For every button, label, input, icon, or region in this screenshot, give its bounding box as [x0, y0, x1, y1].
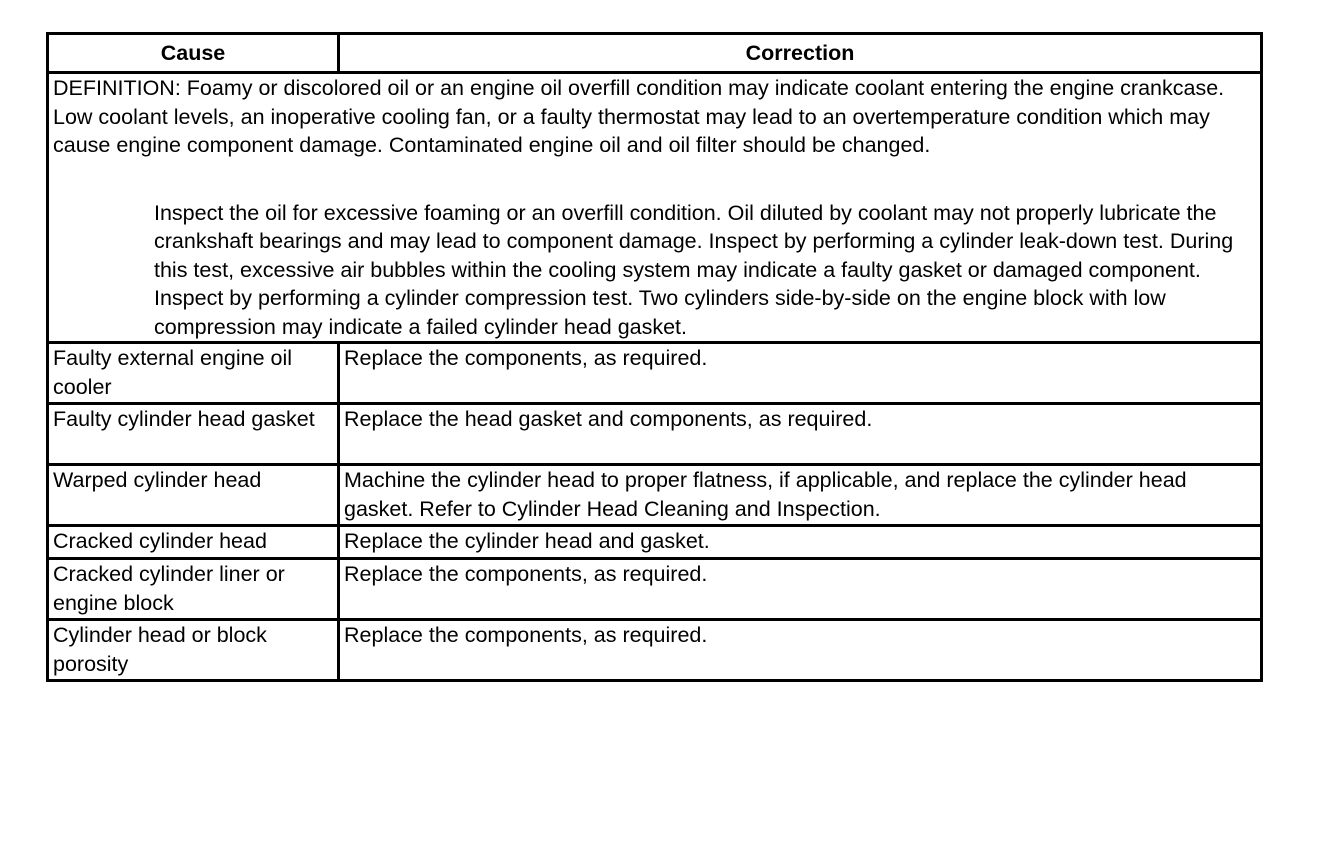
- inspection-step: Inspect the oil for excessive foaming or an overfill condition. Oil diluted by coolant may not properly lubricate the crankshaft bearings and may lead to component damage. Inspect by performing a cylinder leak-down test. During this test, excessive air bubbles within the cooling system may indicate a faulty gasket or damaged component.: [154, 200, 1234, 282]
- cause-column-header: Cause: [48, 34, 339, 73]
- correction-cell: Replace the components, as required.: [339, 620, 1262, 681]
- correction-column-header: Correction: [339, 34, 1262, 73]
- table-row: [48, 526, 1262, 559]
- header-row: [48, 34, 1262, 73]
- correction-cell: Replace the components, as required.: [339, 559, 1262, 620]
- cause-cell: Cylinder head or block porosity: [48, 620, 339, 681]
- definition-spacer: [53, 160, 1256, 199]
- table-row: [48, 404, 1262, 465]
- inspection-steps: [154, 199, 1256, 342]
- table-row: [48, 620, 1262, 681]
- cause-cell: Faulty external engine oil cooler: [48, 343, 339, 404]
- definition-row: [48, 73, 1262, 343]
- cause-cell: Cracked cylinder liner or engine block: [48, 559, 339, 620]
- correction-cell: Replace the head gasket and components, as required.: [339, 404, 1262, 465]
- table-row: [48, 465, 1262, 526]
- cause-cell: Cracked cylinder head: [48, 526, 339, 559]
- correction-cell: Replace the components, as required.: [339, 343, 1262, 404]
- definition-text: DEFINITION: Foamy or discolored oil or an engine oil overfill condition may indicate coolant entering the engine crankcase. Low coolant levels, an inoperative cooling fan, or a faulty thermostat may lead to an overtemperature condition which may cause engine component damage. Contaminated engine oil and oil filter should be changed.: [53, 76, 1225, 157]
- inspection-step: Inspect by performing a cylinder compression test. Two cylinders side-by-side on the engine block with low compression may indicate a failed cylinder head gasket.: [154, 286, 1166, 339]
- table-row: [48, 343, 1262, 404]
- diagnostic-table: [46, 32, 1263, 682]
- correction-cell: Machine the cylinder head to proper flatness, if applicable, and replace the cylinder head gasket. Refer to Cylinder Head Cleaning and Inspection.: [339, 465, 1262, 526]
- table-row: [48, 559, 1262, 620]
- cause-cell: Warped cylinder head: [48, 465, 339, 526]
- cause-cell: Faulty cylinder head gasket: [48, 404, 339, 465]
- definition-cell: [48, 73, 1262, 343]
- correction-cell: Replace the cylinder head and gasket.: [339, 526, 1262, 559]
